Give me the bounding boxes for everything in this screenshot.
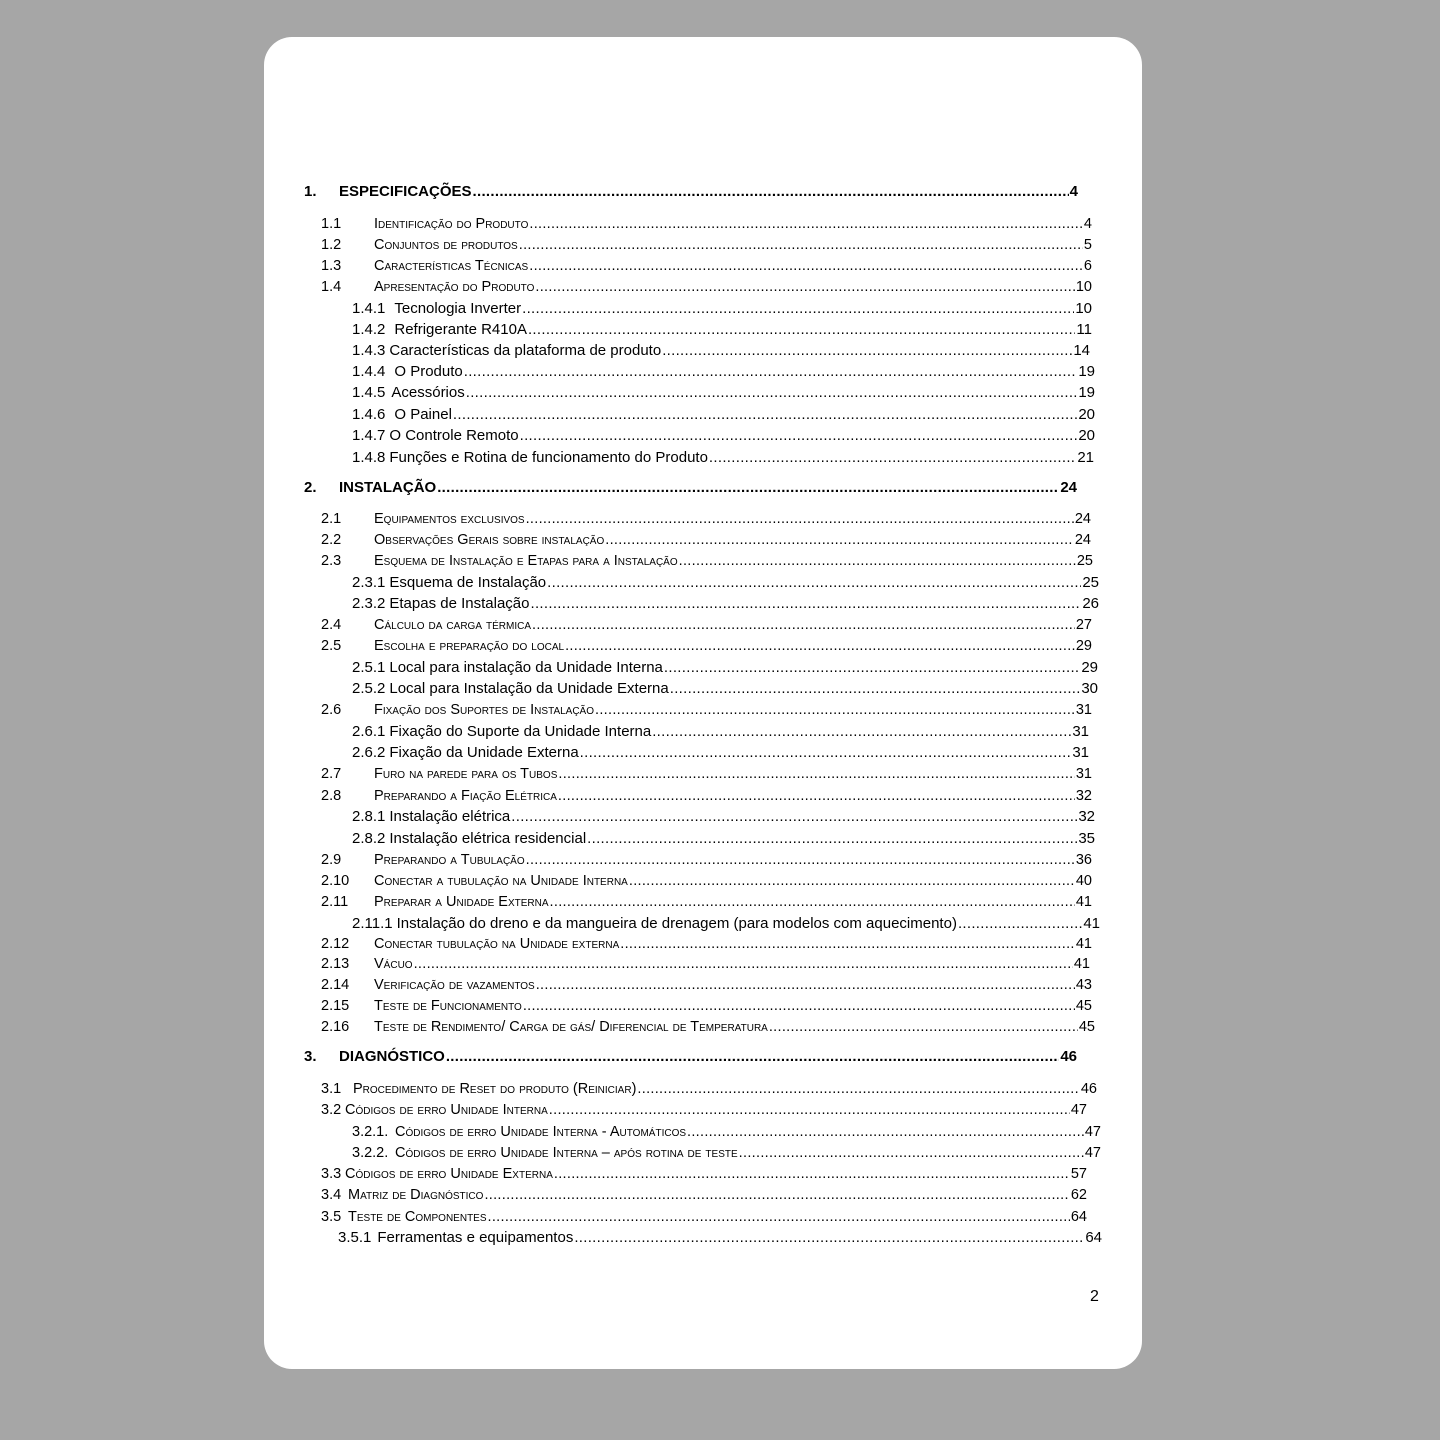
toc-title: Preparar a Unidade Externa: [374, 894, 549, 910]
toc-title: Esquema de Instalação: [389, 574, 547, 591]
toc-number: 3.2.1.: [352, 1124, 389, 1140]
dot-leader: [532, 616, 1075, 634]
toc-title: Códigos de erro Unidade Interna - Automáticos: [395, 1124, 687, 1140]
dot-leader: [414, 955, 1073, 973]
dot-leader: [520, 427, 1078, 445]
toc-number: 2.5.1: [352, 659, 386, 676]
dot-leader: [519, 236, 1083, 254]
toc-title: Matriz de Diagnóstico: [348, 1187, 484, 1203]
toc-page: 4: [1083, 216, 1092, 232]
toc-entry-2-7[interactable]: [321, 765, 1092, 783]
toc-page: 6: [1083, 258, 1092, 274]
toc-number: 1.4.6: [352, 406, 386, 423]
dot-leader: [530, 595, 1081, 613]
toc-title: Características da plataforma de produto: [389, 342, 662, 359]
toc-page: 40: [1075, 873, 1092, 889]
toc-title: INSTALAÇÃO: [339, 479, 437, 496]
toc-title: Ferramentas e equipamentos: [377, 1229, 574, 1246]
toc-page: 41: [1075, 936, 1092, 952]
toc-title: Cálculo da carga térmica: [374, 617, 532, 633]
toc-page: 31: [1072, 723, 1089, 740]
toc-entry-2-5-1[interactable]: [352, 659, 1098, 677]
toc-entry-1-4-2[interactable]: [352, 321, 1092, 339]
toc-page: 25: [1082, 574, 1099, 591]
dot-leader: [535, 278, 1074, 296]
toc-page: 41: [1075, 894, 1092, 910]
toc-entry-3-4[interactable]: [321, 1186, 1087, 1204]
toc-number: 1.4: [321, 279, 342, 295]
toc-number: 1.4.7: [352, 427, 386, 444]
toc-number: 2.3: [321, 553, 342, 569]
dot-leader: [549, 1101, 1070, 1119]
toc-number: 1.4.2: [352, 321, 386, 338]
dot-leader: [488, 1208, 1070, 1226]
toc-page: 10: [1075, 279, 1092, 295]
toc-number: 2.11: [321, 894, 349, 910]
toc-number: 2.3.2: [352, 595, 386, 612]
dot-leader: [574, 1229, 1084, 1247]
toc-page: 64: [1085, 1229, 1102, 1246]
toc-entry-3-3[interactable]: [321, 1165, 1087, 1183]
toc-number: 3.: [304, 1048, 317, 1065]
toc-title: Conjuntos de produtos: [374, 237, 518, 253]
toc-title: Conectar tubulação na Unidade externa: [374, 936, 620, 952]
toc-title: Esquema de Instalação e Etapas para a Instalação: [374, 553, 678, 569]
toc-title: Fixação dos Suportes de Instalação: [374, 702, 595, 718]
page-number: 2: [1090, 1288, 1099, 1305]
toc-title: Preparando a Tubulação: [374, 852, 525, 868]
toc-page: 19: [1078, 384, 1095, 401]
toc-title: Local para Instalação da Unidade Externa: [389, 680, 669, 697]
dot-leader: [528, 321, 1075, 339]
toc-entry-1-1[interactable]: [321, 215, 1092, 233]
toc-entry-2-4[interactable]: [321, 616, 1092, 634]
toc-page: 46: [1080, 1081, 1097, 1097]
toc-number: 2.: [304, 479, 317, 496]
toc-title: Identificação do Produto: [374, 216, 529, 232]
toc-chapter-3[interactable]: [304, 1048, 1077, 1066]
toc-title: Instalação elétrica residencial: [389, 830, 587, 847]
toc-entry-1-4-4[interactable]: [352, 363, 1095, 381]
toc-title: Etapas de Instalação: [389, 595, 530, 612]
toc-title: Teste de Componentes: [348, 1209, 487, 1225]
dot-leader: [662, 342, 1072, 360]
dot-leader: [587, 830, 1077, 848]
toc-number: 3.5.1: [338, 1229, 372, 1246]
toc-entry-2-13[interactable]: [321, 955, 1090, 973]
toc-title: Teste de Rendimento/ Carga de gás/ Diferencial de Temperatura: [374, 1019, 768, 1035]
dot-leader: [620, 935, 1075, 953]
toc-entry-3-5[interactable]: [321, 1208, 1087, 1226]
toc-entry-2-8-1[interactable]: [352, 808, 1095, 826]
toc-entry-2-3-2[interactable]: [352, 595, 1099, 613]
toc-number: 2.7: [321, 766, 342, 782]
toc-title: O Produto: [394, 363, 463, 380]
toc-number: 3.3: [321, 1166, 342, 1182]
toc-title: Instalação do dreno e da mangueira de drenagem (para modelos com aquecimento): [396, 915, 957, 932]
toc-entry-3-1[interactable]: [321, 1080, 1097, 1098]
toc-entry-1-4-6[interactable]: [352, 406, 1095, 424]
toc-number: 3.5: [321, 1209, 342, 1225]
toc-title: Tecnologia Inverter: [394, 300, 522, 317]
toc-entry-1-4-7[interactable]: [352, 427, 1095, 445]
toc-entry-2-6-2[interactable]: [352, 744, 1089, 762]
toc-entry-1-4-1[interactable]: [352, 300, 1092, 318]
toc-entry-2-5[interactable]: [321, 637, 1092, 655]
toc-title: Furo na parede para os Tubos: [374, 766, 558, 782]
dot-leader: [466, 384, 1078, 402]
toc-page: 45: [1078, 1019, 1095, 1035]
dot-leader: [664, 659, 1080, 677]
toc-number: 2.11.1: [352, 915, 393, 932]
toc-page: 32: [1078, 808, 1095, 825]
dot-leader: [739, 1144, 1084, 1162]
toc-entry-3-2-1[interactable]: [352, 1123, 1101, 1141]
dot-leader: [769, 1018, 1078, 1036]
toc-page: 47: [1084, 1145, 1101, 1161]
toc-title: Preparando a Fiação Elétrica: [374, 788, 557, 804]
toc-title: Local para instalação da Unidade Interna: [389, 659, 663, 676]
dot-leader: [687, 1123, 1084, 1141]
toc-page: 36: [1075, 852, 1092, 868]
toc-entry-2-16[interactable]: [321, 1018, 1095, 1036]
dot-leader: [637, 1080, 1079, 1098]
toc-number: 2.12: [321, 936, 350, 952]
toc-title: Funções e Rotina de funcionamento do Produto: [389, 449, 708, 466]
dot-leader: [453, 406, 1077, 424]
toc-title: Instalação elétrica: [389, 808, 511, 825]
dot-leader: [670, 680, 1081, 698]
toc-page: 45: [1075, 998, 1092, 1014]
toc-title: Características Técnicas: [374, 258, 529, 274]
dot-leader: [580, 744, 1072, 762]
dot-leader: [565, 637, 1075, 655]
toc-entry-2-15[interactable]: [321, 997, 1092, 1015]
toc-page: 41: [1083, 915, 1100, 932]
dot-leader: [529, 257, 1083, 275]
toc-title: Equipamentos exclusivos: [374, 511, 525, 527]
toc-title: Refrigerante R410A: [394, 321, 527, 338]
toc-page: 30: [1081, 680, 1098, 697]
toc-chapter-1[interactable]: [304, 183, 1078, 201]
dot-leader: [558, 765, 1074, 783]
toc-page: 35: [1078, 830, 1095, 847]
toc-title: O Painel: [394, 406, 452, 423]
dot-leader: [464, 363, 1078, 381]
toc-number: 2.4: [321, 617, 342, 633]
toc-page: 10: [1075, 300, 1092, 317]
toc-number: 2.6: [321, 702, 342, 718]
dot-leader: [522, 300, 1074, 318]
toc-number: 2.8: [321, 788, 342, 804]
toc-page: 5: [1083, 237, 1092, 253]
dot-leader: [605, 531, 1074, 549]
dot-leader: [958, 915, 1082, 933]
toc-number: 1.4.8: [352, 449, 386, 466]
dot-leader: [554, 1165, 1070, 1183]
toc-page: 43: [1075, 977, 1092, 993]
toc-title: Conectar a tubulação na Unidade Interna: [374, 873, 628, 889]
toc-number: 3.2: [321, 1102, 342, 1118]
dot-leader: [526, 851, 1075, 869]
toc-entry-2-2[interactable]: [321, 531, 1091, 549]
toc-page: 27: [1075, 617, 1092, 633]
dot-leader: [547, 574, 1081, 592]
dot-leader: [529, 215, 1083, 233]
toc-entry-1-2[interactable]: [321, 236, 1092, 254]
toc-number: 2.3.1: [352, 574, 386, 591]
toc-page: 21: [1077, 449, 1094, 466]
toc-number: 3.1: [321, 1081, 342, 1097]
toc-page: 20: [1078, 406, 1095, 423]
dot-leader: [523, 997, 1075, 1015]
toc-number: 2.10: [321, 873, 350, 889]
toc-number: 2.5.2: [352, 680, 386, 697]
toc-page: 29: [1081, 659, 1098, 676]
toc-number: 1.3: [321, 258, 342, 274]
toc-page: 20: [1078, 427, 1095, 444]
toc-title: Códigos de erro Unidade Externa: [345, 1166, 553, 1182]
toc-page: 26: [1082, 595, 1099, 612]
toc-number: 2.13: [321, 956, 350, 972]
toc-page: 64: [1070, 1209, 1087, 1225]
toc-title: Verificação de vazamentos: [374, 977, 535, 993]
dot-leader: [536, 976, 1075, 994]
toc-number: 2.6.1: [352, 723, 386, 740]
toc-number: 1.4.3: [352, 342, 386, 359]
dot-leader: [679, 552, 1076, 570]
toc-number: 2.9: [321, 852, 342, 868]
dot-leader: [558, 787, 1075, 805]
toc-title: Acessórios: [391, 384, 465, 401]
toc-page: 19: [1078, 363, 1095, 380]
toc-page: 57: [1070, 1166, 1087, 1182]
toc-entry-1-4-5[interactable]: [352, 384, 1095, 402]
toc-page: 62: [1070, 1187, 1087, 1203]
toc-title: Vácuo: [374, 956, 413, 972]
dot-leader: [511, 808, 1077, 826]
dot-leader: [484, 1186, 1069, 1204]
toc-page: 14: [1073, 342, 1090, 359]
toc-title: Procedimento de Reset do produto (Reiniciar): [353, 1081, 637, 1097]
toc-number: 2.8.1: [352, 808, 386, 825]
toc-title: Códigos de erro Unidade Interna: [345, 1102, 548, 1118]
toc-entry-2-11-1[interactable]: [352, 915, 1100, 933]
toc-entry-2-6-1[interactable]: [352, 723, 1089, 741]
toc-entry-2-1[interactable]: [321, 510, 1091, 528]
toc-entry-1-4-3[interactable]: [352, 342, 1090, 360]
toc-entry-3-2[interactable]: [321, 1101, 1087, 1119]
toc-page: 32: [1075, 788, 1092, 804]
toc-entry-2-3-1[interactable]: [352, 574, 1099, 592]
dot-leader: [473, 183, 1069, 201]
dot-leader: [595, 701, 1075, 719]
dot-leader: [709, 449, 1076, 467]
toc-number: 2.5: [321, 638, 342, 654]
toc-number: 3.2.2.: [352, 1145, 389, 1161]
toc-title: Fixação da Unidade Externa: [389, 744, 579, 761]
toc-title: Códigos de erro Unidade Interna – após rotina de teste: [395, 1145, 738, 1161]
dot-leader: [437, 479, 1059, 497]
toc-number: 2.15: [321, 998, 350, 1014]
toc-title: Teste de Funcionamento: [374, 998, 522, 1014]
toc-page: 31: [1075, 702, 1092, 718]
toc-title: Apresentação do Produto: [374, 279, 535, 295]
toc-page: 31: [1072, 744, 1089, 761]
toc-chapter-2[interactable]: [304, 479, 1077, 497]
toc-page: 4: [1069, 183, 1078, 200]
toc-entry-2-9[interactable]: [321, 851, 1092, 869]
toc-number: 2.6.2: [352, 744, 386, 761]
toc-entry-2-6[interactable]: [321, 701, 1092, 719]
toc-entry-2-11[interactable]: [321, 893, 1092, 911]
document-page: [264, 37, 1142, 1369]
toc-title: Fixação do Suporte da Unidade Interna: [389, 723, 652, 740]
toc-entry-1-3[interactable]: [321, 257, 1092, 275]
toc-title: ESPECIFICAÇÕES: [339, 183, 472, 200]
toc-entry-2-8-2[interactable]: [352, 830, 1095, 848]
toc-number: 2.1: [321, 511, 342, 527]
toc-number: 2.14: [321, 977, 350, 993]
toc-number: 1.4.5: [352, 384, 386, 401]
toc-entry-1-4[interactable]: [321, 278, 1092, 296]
toc-entry-2-12[interactable]: [321, 935, 1092, 953]
toc-page: 47: [1084, 1124, 1101, 1140]
toc-number: 2.2: [321, 532, 342, 548]
toc-page: 46: [1060, 1048, 1077, 1065]
toc-number: 2.8.2: [352, 830, 386, 847]
toc-page: 24: [1074, 532, 1091, 548]
toc-entry-2-5-2[interactable]: [352, 680, 1098, 698]
toc-entry-2-14[interactable]: [321, 976, 1092, 994]
toc-entry-2-3[interactable]: [321, 552, 1093, 570]
dot-leader: [550, 893, 1075, 911]
toc-number: 3.4: [321, 1187, 342, 1203]
toc-page: 41: [1073, 956, 1090, 972]
toc-page: 31: [1075, 766, 1092, 782]
toc-title: O Controle Remoto: [389, 427, 519, 444]
toc-number: 1.4.1: [352, 300, 386, 317]
toc-page: 11: [1076, 321, 1092, 338]
toc-entry-3-2-2[interactable]: [352, 1144, 1101, 1162]
dot-leader: [629, 872, 1075, 890]
toc-page: 24: [1060, 479, 1077, 496]
toc-number: 2.16: [321, 1019, 350, 1035]
toc-number: 1.1: [321, 216, 342, 232]
toc-entry-2-10[interactable]: [321, 872, 1092, 890]
toc-entry-3-5-1[interactable]: [338, 1229, 1102, 1247]
toc-entry-1-4-8[interactable]: [352, 449, 1094, 467]
toc-number: 1.: [304, 183, 317, 200]
toc-number: 1.4.4: [352, 363, 386, 380]
toc-page: 25: [1076, 553, 1093, 569]
toc-page: 29: [1075, 638, 1092, 654]
dot-leader: [446, 1048, 1059, 1066]
dot-leader: [526, 510, 1074, 528]
dot-leader: [652, 723, 1071, 741]
toc-page: 24: [1074, 511, 1091, 527]
toc-entry-2-8[interactable]: [321, 787, 1092, 805]
toc-title: DIAGNÓSTICO: [339, 1048, 445, 1065]
toc-page: 47: [1070, 1102, 1087, 1118]
toc-title: Escolha e preparação do local: [374, 638, 565, 654]
toc-title: Observações Gerais sobre instalação: [374, 532, 605, 548]
toc-number: 1.2: [321, 237, 342, 253]
